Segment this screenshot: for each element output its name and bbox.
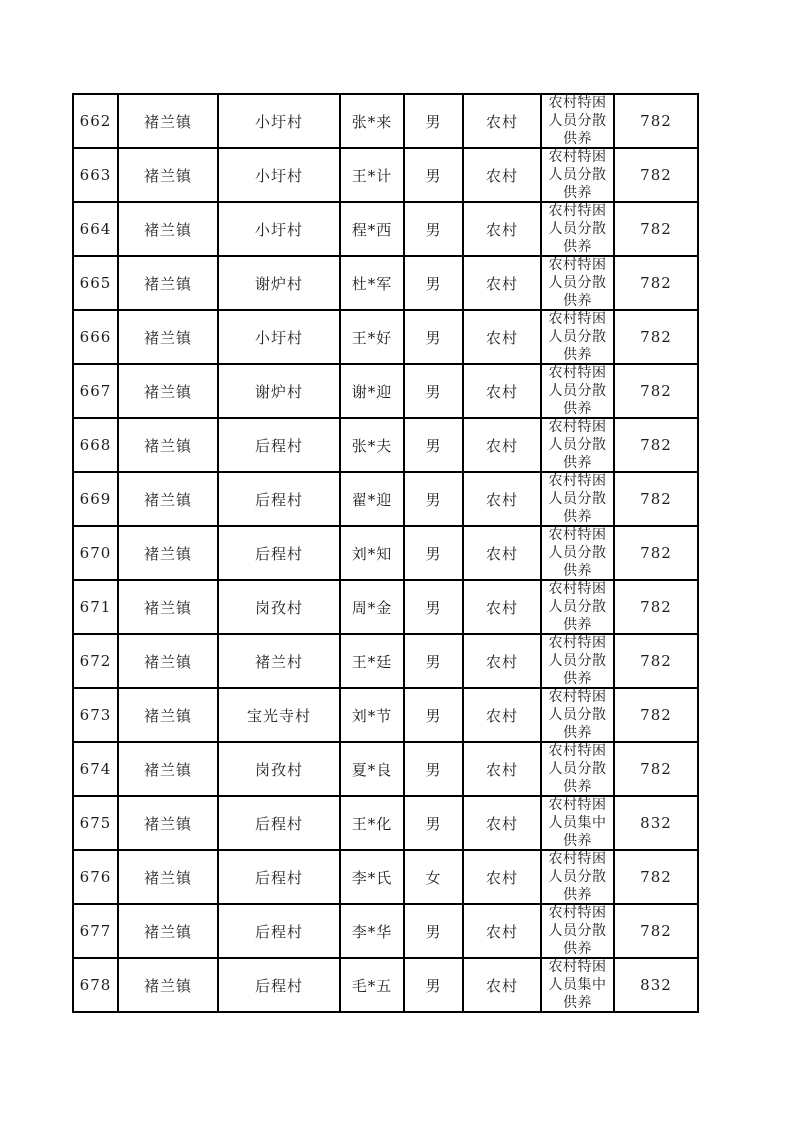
category-text: 农村特困人员分散供养: [548, 419, 607, 471]
cell-amount: 782: [614, 580, 698, 634]
cell-town: 褚兰镇: [118, 958, 218, 1012]
category-wrap: [542, 743, 613, 795]
cell-gender: 男: [404, 958, 463, 1012]
category-wrap: [542, 257, 613, 309]
cell-village: 小圩村: [218, 202, 340, 256]
table-row: [73, 94, 698, 148]
cell-no: 678: [73, 958, 118, 1012]
category-text: 农村特困人员分散供养: [548, 473, 607, 525]
cell-village: 谢炉村: [218, 364, 340, 418]
cell-area: 农村: [463, 202, 541, 256]
cell-town: 褚兰镇: [118, 688, 218, 742]
cell-category: [541, 580, 614, 634]
cell-gender: 男: [404, 580, 463, 634]
cell-category: [541, 472, 614, 526]
cell-town: 褚兰镇: [118, 742, 218, 796]
cell-area: 农村: [463, 742, 541, 796]
category-wrap: [542, 635, 613, 687]
cell-name: 张*来: [340, 94, 404, 148]
cell-name: 周*金: [340, 580, 404, 634]
cell-area: 农村: [463, 256, 541, 310]
table-row: [73, 958, 698, 1012]
cell-no: 670: [73, 526, 118, 580]
cell-category: [541, 256, 614, 310]
cell-town: 褚兰镇: [118, 796, 218, 850]
cell-amount: 782: [614, 688, 698, 742]
cell-village: 小圩村: [218, 148, 340, 202]
cell-amount: 782: [614, 904, 698, 958]
cell-category: [541, 688, 614, 742]
cell-town: 褚兰镇: [118, 472, 218, 526]
cell-area: 农村: [463, 472, 541, 526]
cell-area: 农村: [463, 94, 541, 148]
cell-name: 杜*军: [340, 256, 404, 310]
cell-amount: 782: [614, 364, 698, 418]
cell-name: 毛*五: [340, 958, 404, 1012]
cell-category: [541, 796, 614, 850]
cell-no: 663: [73, 148, 118, 202]
cell-amount: 782: [614, 418, 698, 472]
cell-category: [541, 148, 614, 202]
cell-gender: 男: [404, 256, 463, 310]
cell-town: 褚兰镇: [118, 526, 218, 580]
cell-category: [541, 742, 614, 796]
cell-village: 宝光寺村: [218, 688, 340, 742]
cell-gender: 男: [404, 418, 463, 472]
category-text: 农村特困人员分散供养: [548, 203, 607, 255]
cell-town: 褚兰镇: [118, 256, 218, 310]
category-wrap: [542, 851, 613, 903]
cell-no: 665: [73, 256, 118, 310]
cell-amount: 782: [614, 256, 698, 310]
cell-area: 农村: [463, 958, 541, 1012]
cell-name: 翟*迎: [340, 472, 404, 526]
cell-no: 675: [73, 796, 118, 850]
cell-village: 后程村: [218, 850, 340, 904]
cell-town: 褚兰镇: [118, 310, 218, 364]
cell-gender: 男: [404, 310, 463, 364]
cell-category: [541, 202, 614, 256]
cell-village: 后程村: [218, 958, 340, 1012]
cell-amount: 782: [614, 310, 698, 364]
category-text: 农村特困人员分散供养: [548, 149, 607, 201]
cell-no: 666: [73, 310, 118, 364]
category-text: 农村特困人员分散供养: [548, 527, 607, 579]
cell-category: [541, 526, 614, 580]
cell-name: 谢*迎: [340, 364, 404, 418]
cell-name: 王*计: [340, 148, 404, 202]
cell-no: 668: [73, 418, 118, 472]
category-text: 农村特困人员分散供养: [548, 311, 607, 363]
cell-gender: 男: [404, 796, 463, 850]
cell-name: 夏*良: [340, 742, 404, 796]
cell-village: 小圩村: [218, 94, 340, 148]
cell-name: 刘*节: [340, 688, 404, 742]
cell-gender: 男: [404, 634, 463, 688]
cell-village: 后程村: [218, 796, 340, 850]
category-wrap: [542, 959, 613, 1011]
cell-category: [541, 418, 614, 472]
cell-gender: 男: [404, 688, 463, 742]
cell-category: [541, 904, 614, 958]
cell-category: [541, 94, 614, 148]
cell-no: 671: [73, 580, 118, 634]
cell-name: 王*好: [340, 310, 404, 364]
cell-area: 农村: [463, 634, 541, 688]
cell-no: 669: [73, 472, 118, 526]
table-row: [73, 688, 698, 742]
cell-category: [541, 850, 614, 904]
cell-village: 后程村: [218, 526, 340, 580]
cell-gender: 女: [404, 850, 463, 904]
category-wrap: [542, 95, 613, 147]
cell-gender: 男: [404, 472, 463, 526]
cell-town: 褚兰镇: [118, 202, 218, 256]
cell-amount: 782: [614, 202, 698, 256]
table-row: [73, 796, 698, 850]
table-row: [73, 526, 698, 580]
cell-amount: 782: [614, 472, 698, 526]
category-text: 农村特困人员分散供养: [548, 905, 607, 957]
cell-town: 褚兰镇: [118, 580, 218, 634]
category-wrap: [542, 203, 613, 255]
category-text: 农村特困人员分散供养: [548, 635, 607, 687]
table-row: [73, 202, 698, 256]
cell-no: 672: [73, 634, 118, 688]
category-text: 农村特困人员集中供养: [548, 959, 607, 1011]
cell-amount: 782: [614, 94, 698, 148]
cell-name: 李*华: [340, 904, 404, 958]
cell-no: 673: [73, 688, 118, 742]
cell-village: 后程村: [218, 418, 340, 472]
category-wrap: [542, 581, 613, 633]
cell-name: 刘*知: [340, 526, 404, 580]
cell-village: 岗孜村: [218, 580, 340, 634]
table-row: [73, 310, 698, 364]
cell-area: 农村: [463, 526, 541, 580]
table-row: [73, 418, 698, 472]
cell-amount: 782: [614, 634, 698, 688]
category-wrap: [542, 473, 613, 525]
cell-amount: 832: [614, 796, 698, 850]
cell-amount: 782: [614, 526, 698, 580]
cell-no: 662: [73, 94, 118, 148]
category-wrap: [542, 689, 613, 741]
cell-category: [541, 958, 614, 1012]
cell-gender: 男: [404, 202, 463, 256]
table-row: [73, 850, 698, 904]
cell-amount: 782: [614, 742, 698, 796]
table-row: [73, 256, 698, 310]
table-row: [73, 148, 698, 202]
cell-town: 褚兰镇: [118, 364, 218, 418]
cell-area: 农村: [463, 148, 541, 202]
cell-category: [541, 634, 614, 688]
table-row: [73, 742, 698, 796]
cell-no: 674: [73, 742, 118, 796]
category-text: 农村特困人员分散供养: [548, 257, 607, 309]
cell-no: 677: [73, 904, 118, 958]
category-text: 农村特困人员分散供养: [548, 689, 607, 741]
cell-area: 农村: [463, 796, 541, 850]
cell-amount: 782: [614, 148, 698, 202]
table-row: [73, 580, 698, 634]
cell-category: [541, 310, 614, 364]
category-wrap: [542, 365, 613, 417]
cell-name: 李*氏: [340, 850, 404, 904]
table-row: [73, 364, 698, 418]
table-row: [73, 634, 698, 688]
category-wrap: [542, 905, 613, 957]
cell-name: 程*西: [340, 202, 404, 256]
category-wrap: [542, 311, 613, 363]
cell-gender: 男: [404, 742, 463, 796]
category-text: 农村特困人员分散供养: [548, 95, 607, 147]
cell-name: 王*化: [340, 796, 404, 850]
cell-village: 谢炉村: [218, 256, 340, 310]
category-wrap: [542, 149, 613, 201]
cell-category: [541, 364, 614, 418]
cell-village: 后程村: [218, 904, 340, 958]
category-wrap: [542, 527, 613, 579]
table-row: [73, 904, 698, 958]
cell-town: 褚兰镇: [118, 148, 218, 202]
cell-town: 褚兰镇: [118, 634, 218, 688]
cell-amount: 782: [614, 850, 698, 904]
category-text: 农村特困人员分散供养: [548, 581, 607, 633]
cell-area: 农村: [463, 850, 541, 904]
cell-gender: 男: [404, 904, 463, 958]
category-text: 农村特困人员分散供养: [548, 851, 607, 903]
cell-name: 王*廷: [340, 634, 404, 688]
cell-village: 后程村: [218, 472, 340, 526]
table-body: [73, 94, 698, 1012]
cell-amount: 832: [614, 958, 698, 1012]
cell-name: 张*夫: [340, 418, 404, 472]
cell-area: 农村: [463, 904, 541, 958]
cell-village: 岗孜村: [218, 742, 340, 796]
cell-village: 小圩村: [218, 310, 340, 364]
cell-no: 676: [73, 850, 118, 904]
category-wrap: [542, 797, 613, 849]
category-text: 农村特困人员分散供养: [548, 743, 607, 795]
cell-area: 农村: [463, 418, 541, 472]
cell-area: 农村: [463, 310, 541, 364]
cell-no: 664: [73, 202, 118, 256]
cell-area: 农村: [463, 580, 541, 634]
cell-town: 褚兰镇: [118, 850, 218, 904]
cell-gender: 男: [404, 94, 463, 148]
cell-gender: 男: [404, 526, 463, 580]
cell-area: 农村: [463, 364, 541, 418]
cell-area: 农村: [463, 688, 541, 742]
cell-town: 褚兰镇: [118, 418, 218, 472]
cell-town: 褚兰镇: [118, 94, 218, 148]
cell-gender: 男: [404, 148, 463, 202]
cell-town: 褚兰镇: [118, 904, 218, 958]
document-sheet: [72, 93, 699, 1013]
cell-village: 褚兰村: [218, 634, 340, 688]
category-wrap: [542, 419, 613, 471]
cell-no: 667: [73, 364, 118, 418]
benefits-table: [72, 93, 699, 1013]
category-text: 农村特困人员集中供养: [548, 797, 607, 849]
category-text: 农村特困人员分散供养: [548, 365, 607, 417]
table-row: [73, 472, 698, 526]
cell-gender: 男: [404, 364, 463, 418]
